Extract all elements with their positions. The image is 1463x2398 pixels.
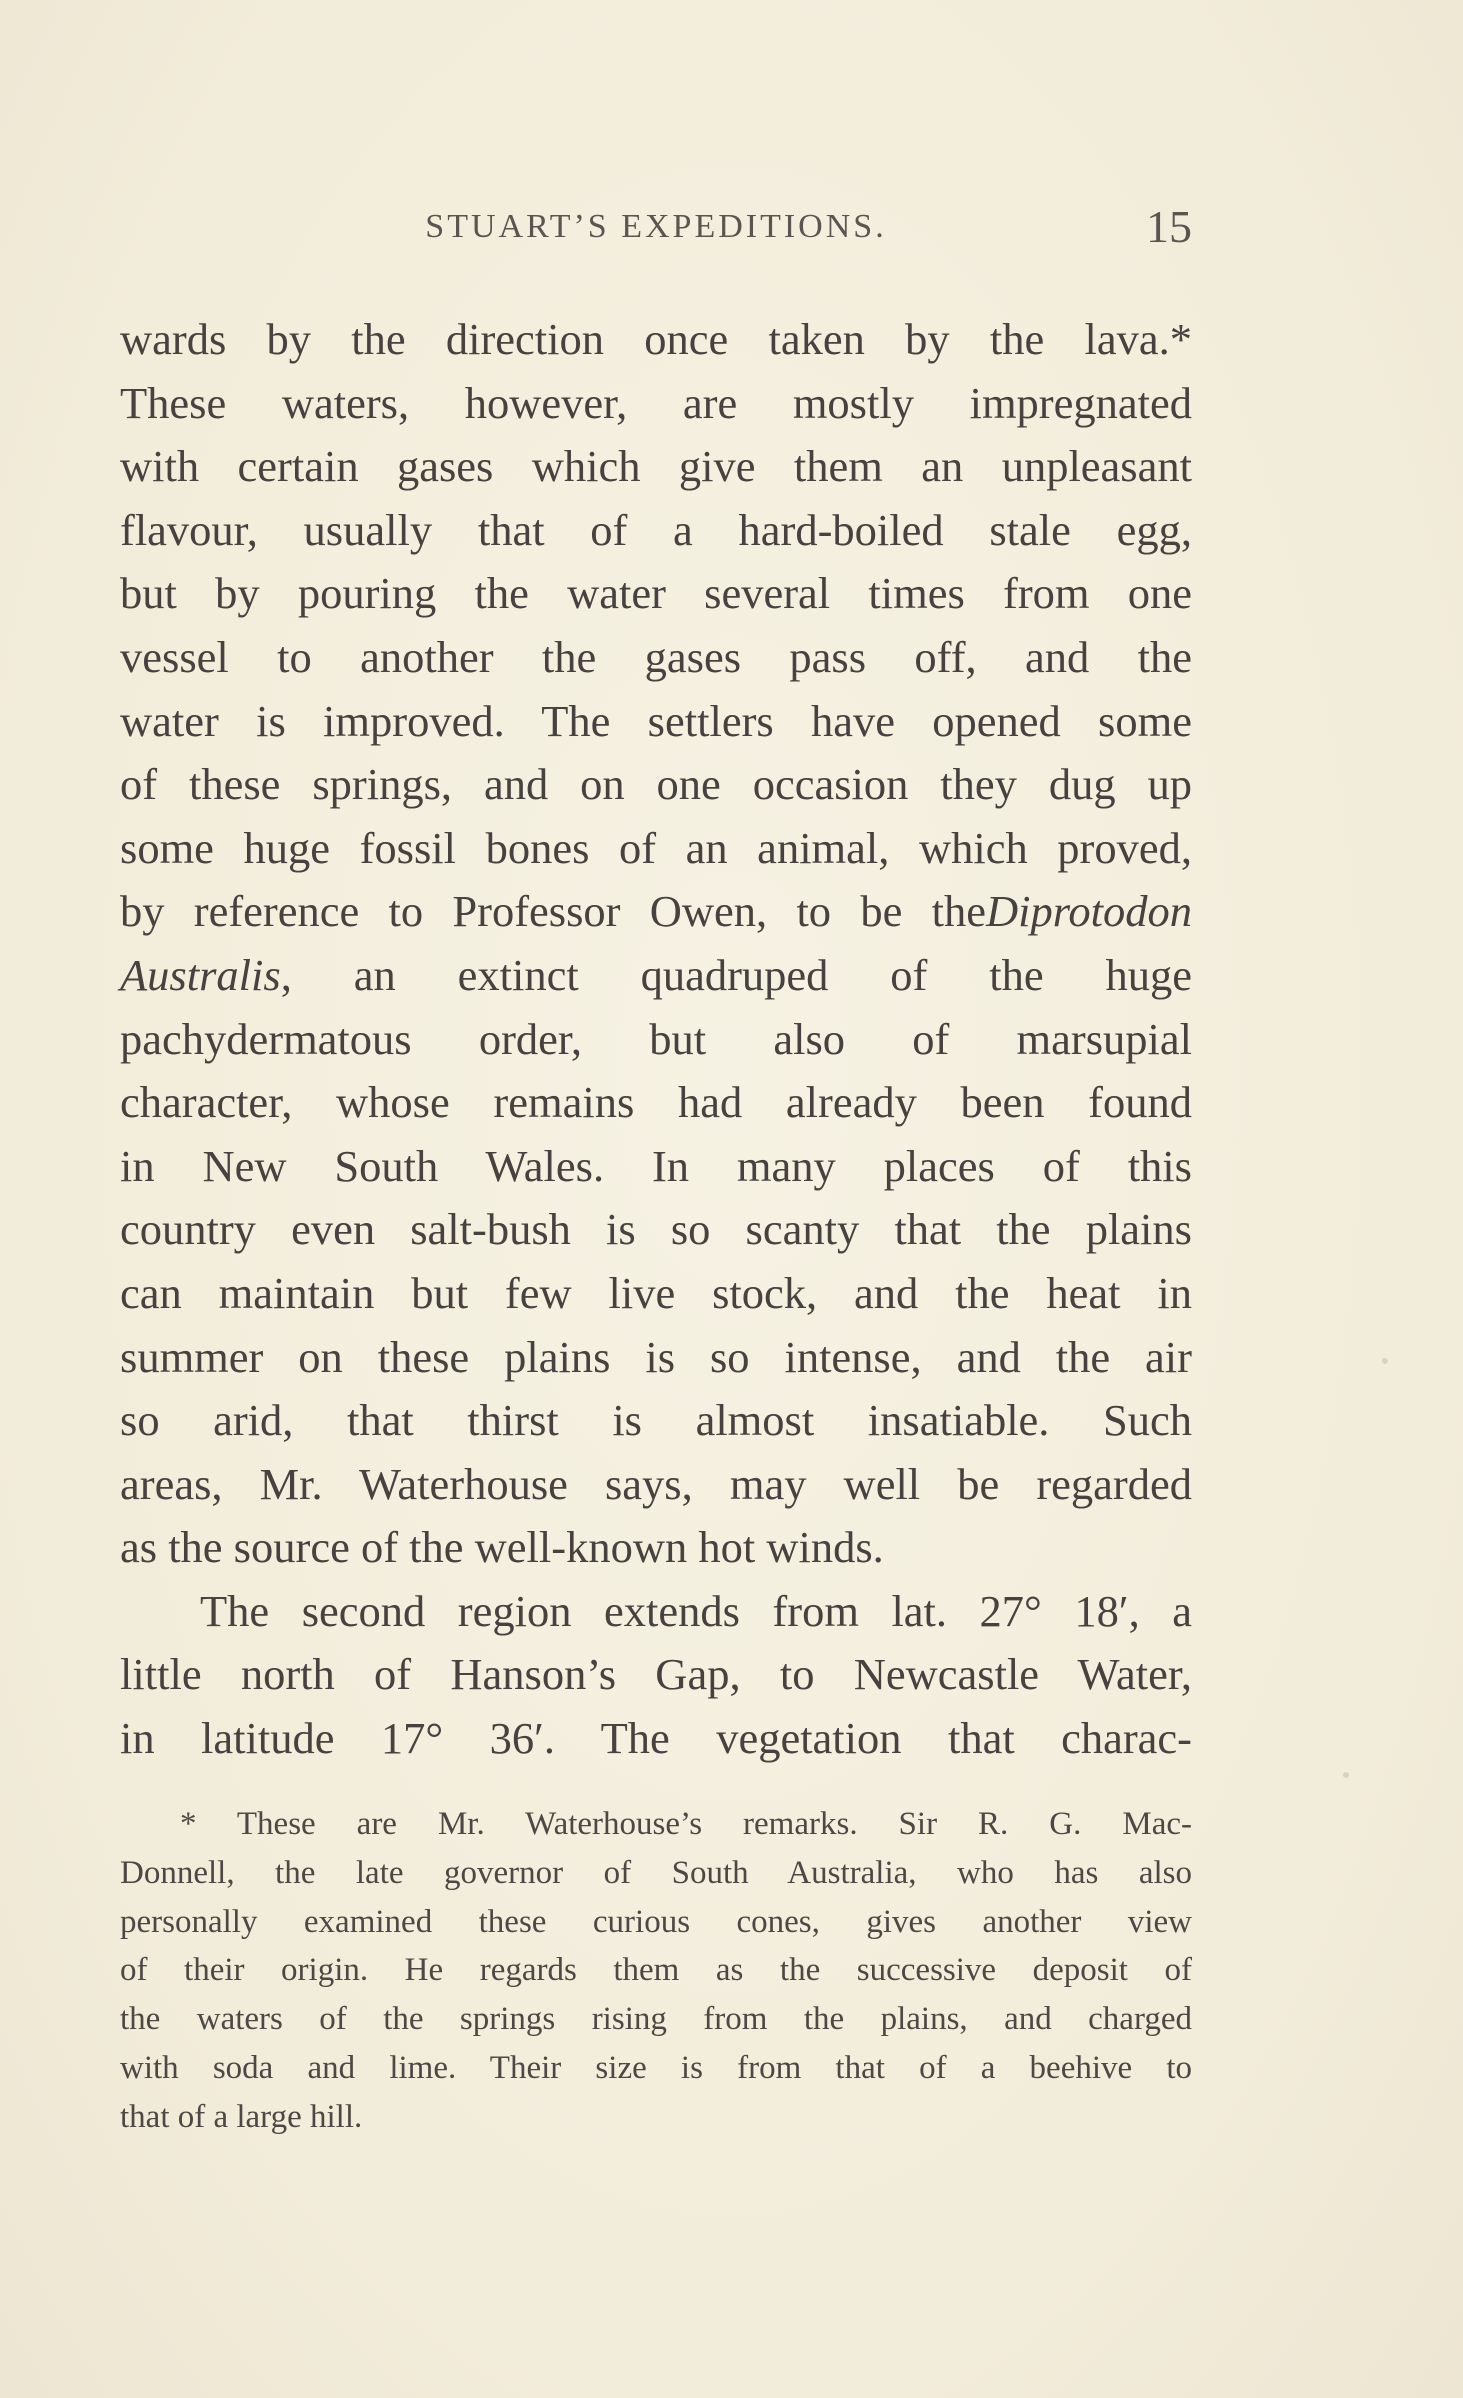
- footnote-line: that of a large hill.: [120, 2098, 363, 2135]
- body-line: little north of Hanson’s Gap, to Newcastle Water,: [120, 1649, 1192, 1700]
- body-line: with certain gases which give them an unpleasant: [120, 441, 1192, 492]
- body-line: so arid, that thirst is almost insatiable. Such: [120, 1395, 1192, 1446]
- body-line: in New South Wales. In many places of this: [120, 1140, 1192, 1191]
- footnote-line: with soda and lime. Their size is from that of a beehive to: [120, 2049, 1192, 2086]
- body-line: pachydermatous order, but also of marsupial: [120, 1013, 1192, 1064]
- body-line: country even salt-bush is so scanty that the plains: [120, 1204, 1192, 1255]
- page-number: 15: [1146, 201, 1192, 252]
- italic-term: Australis: [120, 949, 281, 1000]
- body-line: vessel to another the gases pass off, and the: [120, 631, 1192, 682]
- body-line: as the source of the well-known hot winds.: [120, 1522, 884, 1573]
- body-line-text: , an extinct quadruped of the huge: [280, 949, 1192, 1000]
- body-line: water is improved. The settlers have opened some: [120, 695, 1192, 746]
- body-line: in latitude 17° 36′. The vegetation that charac-: [120, 1713, 1192, 1764]
- body-line: some huge fossil bones of an animal, which proved,: [120, 822, 1192, 873]
- paper-speck: [1343, 1772, 1349, 1778]
- footnote-line: * These are Mr. Waterhouse’s remarks. Sir R. G. Mac-: [180, 1806, 1192, 1842]
- body-line: wards by the direction once taken by the lava.*: [120, 314, 1192, 364]
- footnote-line: the waters of the springs rising from the plains, and charged: [120, 2001, 1192, 2038]
- footnote-line: Donnell, the late governor of South Australia, who has also: [120, 1854, 1192, 1891]
- body-line: areas, Mr. Waterhouse says, may well be regarded: [120, 1458, 1192, 1509]
- body-line-text: by reference to Professor Owen, to be the: [120, 886, 986, 937]
- running-title: STUART’S EXPEDITIONS.: [425, 208, 887, 245]
- running-head: [120, 200, 1192, 260]
- body-line-with-italic: [120, 944, 1192, 1008]
- body-line: character, whose remains had already been found: [120, 1077, 1192, 1128]
- body-line: can maintain but few live stock, and the heat in: [120, 1267, 1192, 1318]
- body-line: summer on these plains is so intense, and the air: [120, 1331, 1192, 1382]
- body-line: but by pouring the water several times from one: [120, 568, 1192, 619]
- body-line-with-italic: [120, 880, 1192, 944]
- footnote-line: of their origin. He regards them as the successive deposit of: [120, 1952, 1192, 1989]
- body-line: These waters, however, are mostly impregnated: [120, 377, 1192, 428]
- body-line: The second region extends from lat. 27° 18′, a: [200, 1585, 1192, 1636]
- body-line: flavour, usually that of a hard-boiled stale egg,: [120, 504, 1192, 555]
- paper-speck: [1382, 1358, 1388, 1364]
- body-line: of these springs, and on one occasion they dug up: [120, 759, 1192, 810]
- italic-term: Diprotodon: [985, 886, 1192, 937]
- footnote-line: personally examined these curious cones, gives another view: [120, 1903, 1192, 1940]
- footnote: [120, 1800, 1192, 2142]
- body-text: [120, 308, 1192, 1771]
